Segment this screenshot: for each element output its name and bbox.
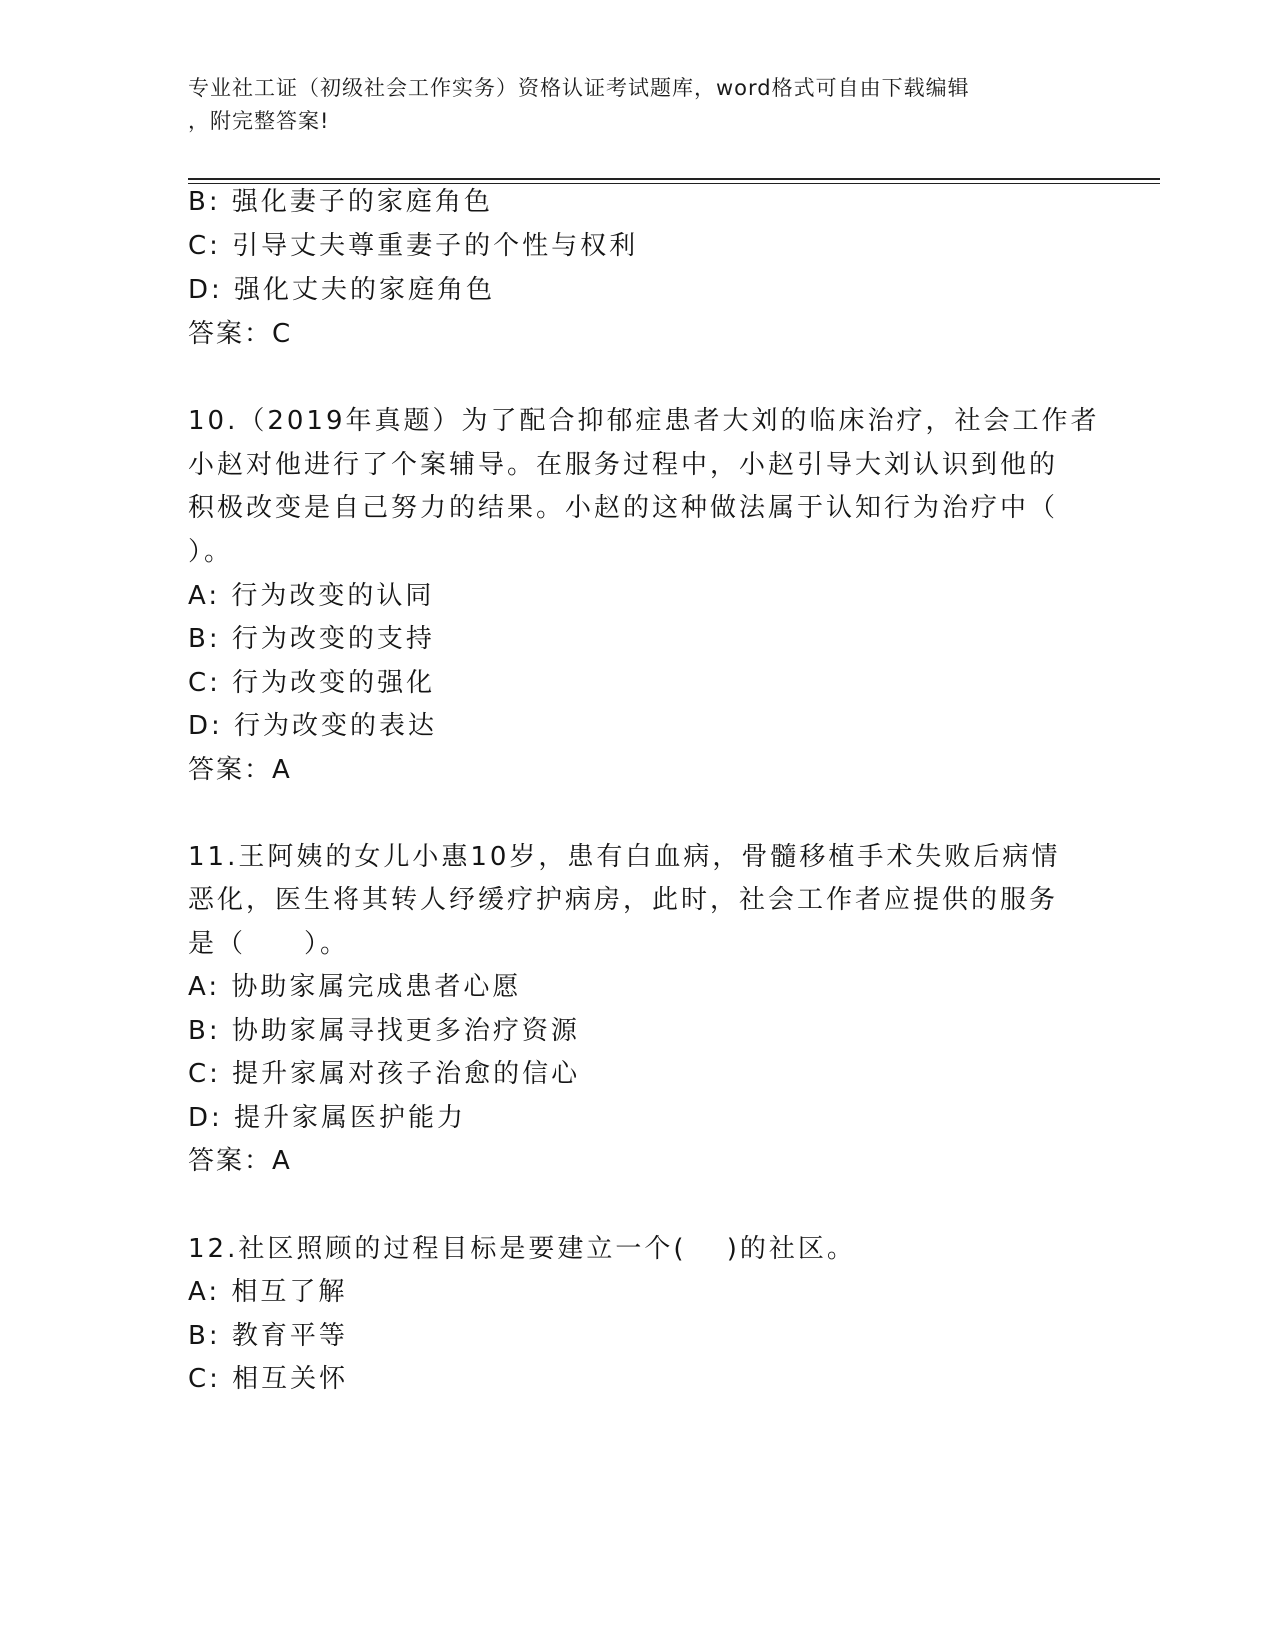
q12-option-c: C: 相互关怀 xyxy=(188,1364,349,1394)
document-header xyxy=(188,72,1078,138)
header-line-1: 专业社工证（初级社会工作实务）资格认证考试题库，word格式可自由下载编辑 xyxy=(188,76,970,100)
header-line-2: ，附完整答案! xyxy=(188,109,330,133)
q10-stem-line-1: 10.（2019年真题）为了配合抑郁症患者大刘的临床治疗，社会工作者 xyxy=(188,406,1100,436)
header-divider-thick xyxy=(188,178,1160,180)
q10-stem-line-4: ）。 xyxy=(188,537,234,567)
q9-answer: 答案：C xyxy=(188,319,293,349)
q11-stem-line-1: 11.王阿姨的女儿小惠10岁，患有白血病，骨髓移植手术失败后病情 xyxy=(188,842,1061,872)
q10-stem-line-2: 小赵对他进行了个案辅导。在服务过程中，小赵引导大刘认识到他的 xyxy=(188,450,1059,480)
header-divider-thin xyxy=(188,183,1160,184)
q11-option-b: B: 协助家属寻找更多治疗资源 xyxy=(188,1016,580,1046)
q11-stem-line-2: 恶化，医生将其转人纾缓疗护病房，此时，社会工作者应提供的服务 xyxy=(188,885,1059,915)
q9-option-b: B: 强化妻子的家庭角色 xyxy=(188,187,493,217)
q9-option-c: C: 引导丈夫尊重妻子的个性与权利 xyxy=(188,231,639,261)
q11-option-c: C: 提升家属对孩子治愈的信心 xyxy=(188,1059,581,1089)
q10-answer: 答案：A xyxy=(188,755,292,785)
q11-option-a: A: 协助家属完成患者心愿 xyxy=(188,972,522,1002)
q10-option-d: D: 行为改变的表达 xyxy=(188,711,438,741)
q12-option-a: A: 相互了解 xyxy=(188,1277,348,1307)
q11-option-d: D: 提升家属医护能力 xyxy=(188,1103,467,1133)
q9-option-d: D: 强化丈夫的家庭角色 xyxy=(188,275,496,305)
q12-stem-line-1: 12.社区照顾的过程目标是要建立一个( )的社区。 xyxy=(188,1234,856,1264)
q11-answer: 答案：A xyxy=(188,1146,292,1176)
q10-stem-line-3: 积极改变是自己努力的结果。小赵的这种做法属于认知行为治疗中（ xyxy=(188,493,1059,523)
q10-option-a: A: 行为改变的认同 xyxy=(188,581,435,611)
q10-option-b: B: 行为改变的支持 xyxy=(188,624,435,654)
q12-option-b: B: 教育平等 xyxy=(188,1321,348,1351)
q11-stem-line-3: 是（ ）。 xyxy=(188,929,350,959)
q10-option-c: C: 行为改变的强化 xyxy=(188,668,436,698)
